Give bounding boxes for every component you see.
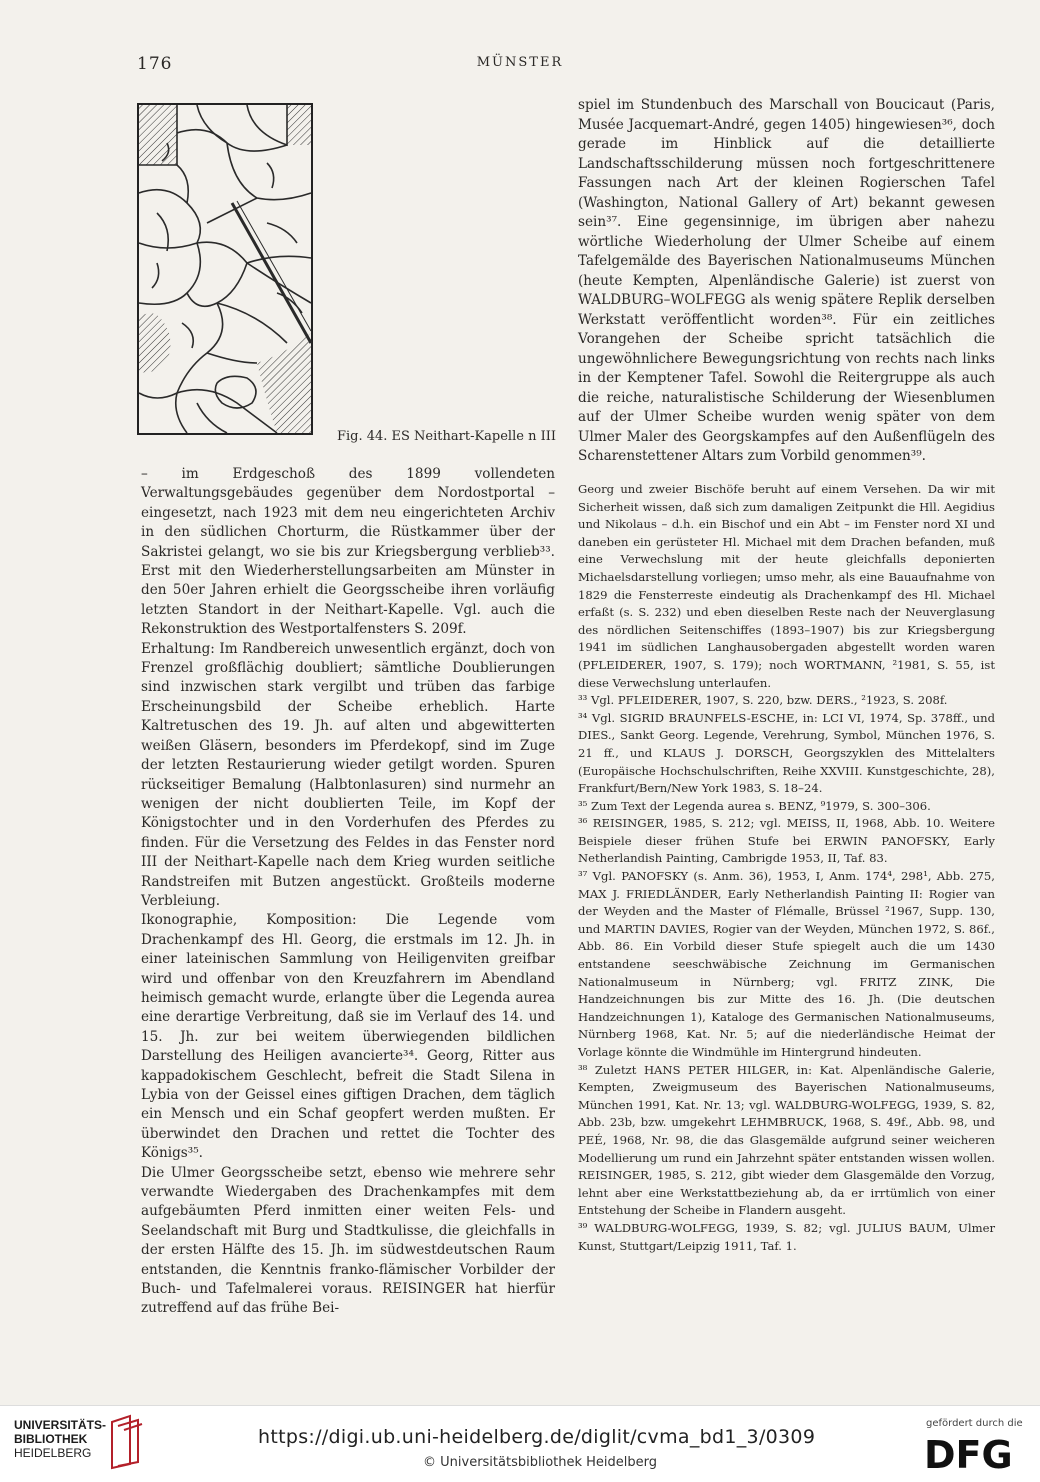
viewer-footer: [0, 1405, 1040, 1482]
copyright-notice: © Universitätsbibliothek Heidelberg: [423, 1455, 658, 1470]
right-paragraph: spiel im Stundenbuch des Marschall von Boucicaut (Paris, Musée Jacquemart-André, gegen 1405) hingewiesen³⁶, doch gerade im Hinblick auf die detaillierte Landschaftsschilderung müssen noch fortgeschrittenere Fassungen nach Art der kleinen Rogierschen Tafel (Washington, National Gallery of Art) bekannt gewesen sein³⁷. Eine gegensinnige, im übrigen aber nahezu wörtliche Wiederholung der Ulmer Scheibe auf einem Tafelgemälde des Bayerischen Nationalmuseums München (heute Kempten, Alpenländische Galerie) ist zuerst von WALDBURG–WOLFEGG als wenig spätere Replik derselben Werkstatt veröffentlicht worden³⁸. Für ein zeitliches Vorangehen der Scheibe spricht tatsächlich die ungewöhnlichere Bewegungsrichtung von rechts nach links in der Kemptener Tafel. Sowohl die Reitergruppe als auch die reiche, naturalistische Schilderung der Wiesenblumen auf der Ulmer Scheibe wurden wenig später von dem Ulmer Maler des Georgskampfes auf den Außenflügeln des Scharenstettener Altars zum Vorbild genommen³⁹.: [578, 97, 995, 464]
funding-note: gefördert durch die: [926, 1418, 1023, 1429]
library-name-line3: HEIDELBERG: [14, 1446, 92, 1460]
left-column: [141, 465, 555, 1319]
running-title: MÜNSTER: [476, 55, 564, 70]
footnote-34: ³⁴ Vgl. SIGRID BRAUNFELS-ESCHE, in: LCI VI, 1974, Sp. 378ff., und DIES., Sankt Georg. Legende, Verehrung, Symbol, München 1976, S. 21 ff., und KLAUS J. DORSCH, Georgszyklen des Mittelalters (Europäische Hochschulschriften, Reihe XXVIII. Kunstgeschichte, 28), Frankfurt/Bern/New York 1983, S. 18–24.: [578, 710, 995, 796]
footnotes: [578, 481, 995, 1255]
library-logo[interactable]: [14, 1418, 106, 1460]
stained-glass-diagram: [137, 103, 313, 435]
left-paragraph-2: Erhaltung: Im Randbereich unwesentlich ergänzt, doch von Frenzel großflächig doubliert; sämtliche Doublierungen sind inzwischen stark vergilbt und trüben das farbige Erscheinungsbild der Scheibe erheblich. Harte Kaltretuschen des 19. Jh. auf alten und abgewitterten weißen Gläsern, besonders im Pferdekopf, sind im Zuge der letzten Restaurierung wieder getilgt worden. Spuren rückseitiger Bemalung (Halbtonlasuren) sind nurmehr an wenigen der nicht doublierten Teile, im Kopf der Königstochter und in den Vorderhufen des Pferdes zu finden. Für die Versetzung des Feldes in das Fenster nord III der Neithart-Kapelle nach dem Krieg wurden seitliche Randstreifen mit Butzen angestückt. Großteils moderne Verbleiung.: [141, 640, 555, 909]
footnote-continuation: Georg und zweier Bischöfe beruht auf einem Versehen. Da wir mit Sicherheit wissen, daß sich zum damaligen Zeitpunkt die Hll. Aegidius und Nikolaus – d.h. ein Bischof und ein Abt – im Fenster nord XI und daneben ein gerüsteter Hl. Michael mit dem Drachen befanden, muß eine Verwechslung mit der heute gleichfalls deponierten Michaelsdarstellung vorliegen; umso mehr, als eine Bauaufnahme von 1829 die Fensterreste eindeutig als Drachenkampf des Hl. Michael erfaßt (s. S. 232) und eben dieselben Reste nach der Neuverglasung des nördlichen Seitenschiffes (1893–1907) bis zur Kriegsbergung 1941 im südlichen Langhausobergaden abgestellt worden waren (PFLEIDERER, 1907, S. 179); noch WORTMANN, ²1981, S. 55, ist diese Verwechslung unterlaufen.: [578, 482, 995, 690]
page-number: 176: [137, 54, 173, 74]
left-paragraph-3: Ikonographie, Komposition: Die Legende vom Drachenkampf des Hl. Georg, die erstmals im 12. Jh. in einer lateinischen Sammlung von Heiligenviten greifbar wird und offenbar von den Kreuzfahrern im Abendland heimisch gemacht wurde, erlangte über die Legenda aurea eine derartige Verbreitung, daß sie im Verlauf des 14. und 15. Jh. zur bei weitem überwiegenden bildlichen Darstellung des Heiligen avancierte³⁴. Georg, Ritter aus kappadokischem Geschlecht, befreit die Stadt Silena in Lybia von der Geissel eines giftigen Drachen, dem täglich ein Mensch und ein Schaf geopfert werden mußten. Er überwindet den Drachen und rettet die Tochter des Königs³⁵.: [141, 912, 555, 1162]
footnote-33: ³³ Vgl. PFLEIDERER, 1907, S. 220, bzw. DERS., ²1923, S. 208f.: [578, 693, 948, 708]
permalink-url[interactable]: https://digi.ub.uni-heidelberg.de/diglit/cvma_bd1_3/0309: [258, 1426, 816, 1448]
figure-caption: Fig. 44. ES Neithart-Kapelle n III: [336, 429, 556, 444]
dfg-logo-text: DFG: [924, 1433, 1013, 1472]
footnote-36: ³⁶ REISINGER, 1985, S. 212; vgl. MEISS, II, 1968, Abb. 10. Weitere Beispiele dieser frühen Stufe bei ERWIN PANOFSKY, Early Netherlandish Painting, Cambrigde 1953, II, Taf. 83.: [578, 816, 995, 866]
footnote-37: ³⁷ Vgl. PANOFSKY (s. Anm. 36), 1953, I, Anm. 174⁴, 298¹, Abb. 275, MAX J. FRIEDLÄNDER, Early Netherlandish Painting II: Rogier van der Weyden and the Master of Flémalle, Brüssel ²1967, Supp. 130, und MARTIN DAVIES, Rogier van der Weyden, München 1972, S. 86f., Abb. 86. Ein Vorbild dieser Stufe spiegelt auch die um 1430 entstandene seeschwäbische Zeichnung im Germanischen Nationalmuseum in Nürnberg; vgl. FRITZ ZINK, Die Handzeichnungen bis zur Mitte des 16. Jh. (Die deutschen Handzeichnungen 1), Kataloge des Germanischen Nationalmuseums, Nürnberg 1968, Kat. Nr. 5; auf die niederländische Heimat der Vorlage könnte die Windmühle im Hintergrund hindeuten.: [578, 869, 995, 1059]
library-emblem-icon: [108, 1414, 144, 1470]
library-name-line2: BIBLIOTHEK: [14, 1432, 88, 1446]
footnote-38: ³⁸ Zuletzt HANS PETER HILGER, in: Kat. Alpenländische Galerie, Kempten, Zweigmuseum des Bayerischen Nationalmuseums, München 1991, Kat. Nr. 13; vgl. WALDBURG-WOLFEGG, 1939, S. 82, Abb. 23b, bzw. umgekehrt LEHMBRUCK, 1968, S. 49f., Abb. 98, und PEÉ, 1968, Nr. 98, die das Glasgemälde aufgrund seiner weicheren Modellierung um rund ein Jahrzehnt später entstanden wissen wollen. REISINGER, 1985, S. 212, gibt wieder dem Glasgemälde den Vorzug, lehnt aber eine Werkstattbeziehung ab, da er irrtümlich von einer Entstehung der Scheibe in Flandern ausgeht.: [578, 1062, 995, 1218]
dfg-logo[interactable]: [924, 1432, 1024, 1472]
right-column: [578, 96, 995, 467]
footnote-35: ³⁵ Zum Text der Legenda aurea s. BENZ, ⁹1979, S. 300–306.: [578, 798, 931, 813]
footnote-39: ³⁹ WALDBURG-WOLFEGG, 1939, S. 82; vgl. JULIUS BAUM, Ulmer Kunst, Stuttgart/Leipzig 1911, Taf. 1.: [578, 1220, 995, 1253]
left-paragraph-1: – im Erdgeschoß des 1899 vollendeten Verwaltungsgebäudes gegenüber dem Nordostportal – eingesetzt, nach 1923 mit dem neu eingerichteten Archiv in den südlichen Chorturm, die Rüstkammer über der Sakristei gelangt, wo sie bis zur Kriegsbergung verblieb³³. Erst mit den Wiederherstellungsarbeiten am Münster in den 50er Jahren erhielt die Georgsscheibe ihren vorläufig letzten Standort in der Neithart-Kapelle. Vgl. auch die Rekonstruktion des Westportalfensters S. 209f.: [141, 466, 555, 638]
left-paragraph-4: Die Ulmer Georgsscheibe setzt, ebenso wie mehrere sehr verwandte Wiedergaben des Drachenkampfes mit dem aufgebäumten Pferd inmitten einer weiten Fels- und Seelandschaft mit Burg und Stadtkulisse, die gleichfalls in der ersten Hälfte des 15. Jh. im südwestdeutschen Raum entstanden, die Kenntnis franko-flämischer Vorbilder der Buch- und Tafelmalerei voraus. REISINGER hat hierfür zutreffend auf das frühe Bei-: [141, 1164, 555, 1317]
library-name-line1: UNIVERSITÄTS-: [14, 1418, 107, 1432]
